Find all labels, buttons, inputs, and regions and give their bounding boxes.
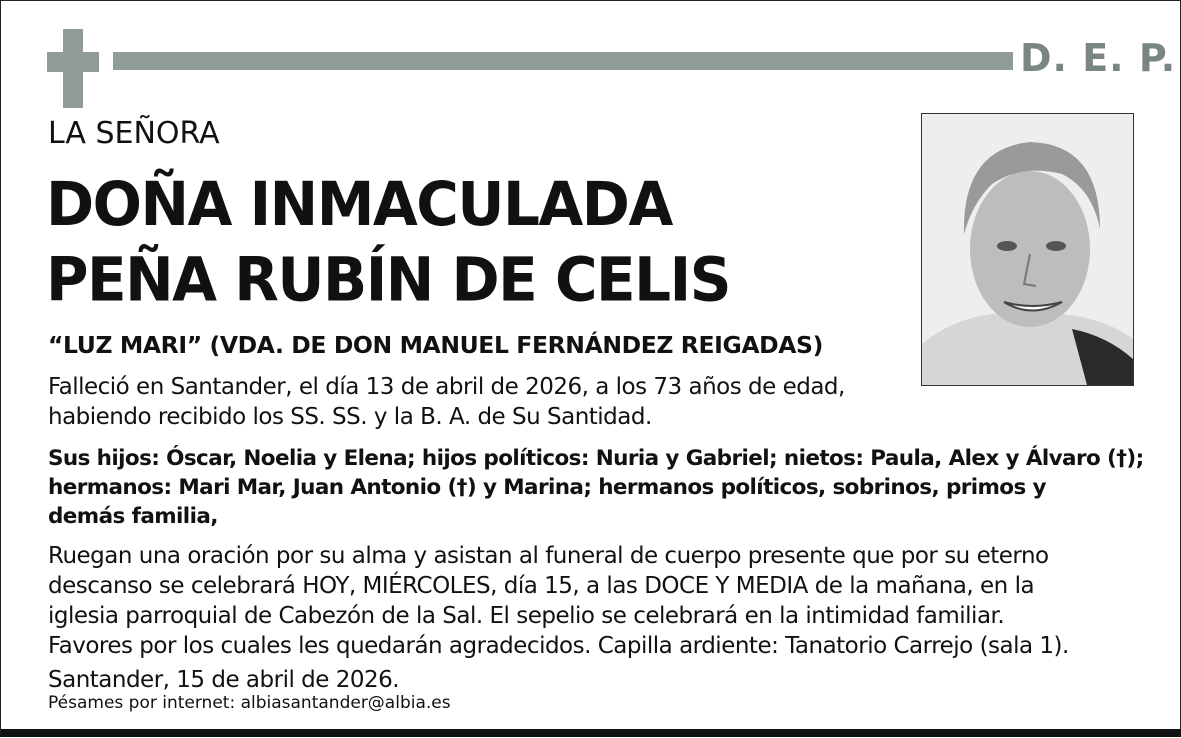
family-line: Sus hijos: Óscar, Noelia y Elena; hijos políticos: Nuria y Gabriel; nietos: Paula, Alex y Álvaro (†);	[48, 446, 1144, 471]
death-line: Falleció en Santander, el día 13 de abril de 2026, a los 73 años de edad,	[48, 374, 845, 400]
header-rule	[113, 52, 1013, 70]
alias-line: “LUZ MARI” (VDA. DE DON MANUEL FERNÁNDEZ REIGADAS)	[48, 331, 823, 359]
dep-label: D. E. P.	[1020, 36, 1177, 80]
name-line-1: DOÑA INMACULADA	[46, 168, 672, 240]
death-notice	[48, 372, 845, 432]
deceased-name	[46, 166, 730, 317]
place-date: Santander, 15 de abril de 2026.	[48, 667, 400, 693]
funeral-line: descanso se celebrará HOY, MIÉRCOLES, día 15, a las DOCE Y MEDIA de la mañana, en la	[48, 573, 1035, 599]
funeral-line: iglesia parroquial de Cabezón de la Sal. El sepelio se celebrará en la intimidad familiar.	[48, 603, 1005, 629]
funeral-line: Ruegan una oración por su alma y asistan al funeral de cuerpo presente que por su eterno	[48, 543, 1049, 569]
family-line: hermanos: Mari Mar, Juan Antonio (†) y Marina; hermanos políticos, sobrinos, primos y	[48, 475, 1046, 500]
death-line: habiendo recibido los SS. SS. y la B. A. de Su Santidad.	[48, 404, 652, 430]
cross-icon	[47, 29, 99, 108]
name-line-2: PEÑA RUBÍN DE CELIS	[46, 243, 730, 316]
funeral-notice	[48, 541, 1069, 661]
honorific: LA SEÑORA	[48, 116, 220, 151]
portrait-photo	[921, 113, 1134, 386]
funeral-line: Favores por los cuales les quedarán agradecidos. Capilla ardiente: Tanatorio Carrejo (sala 1).	[48, 633, 1069, 659]
condolences-line: Pésames por internet: albiasantander@albia.es	[48, 693, 451, 713]
family-notice	[48, 444, 1144, 531]
family-line: demás familia,	[48, 504, 218, 529]
portrait-icon	[922, 114, 1133, 385]
